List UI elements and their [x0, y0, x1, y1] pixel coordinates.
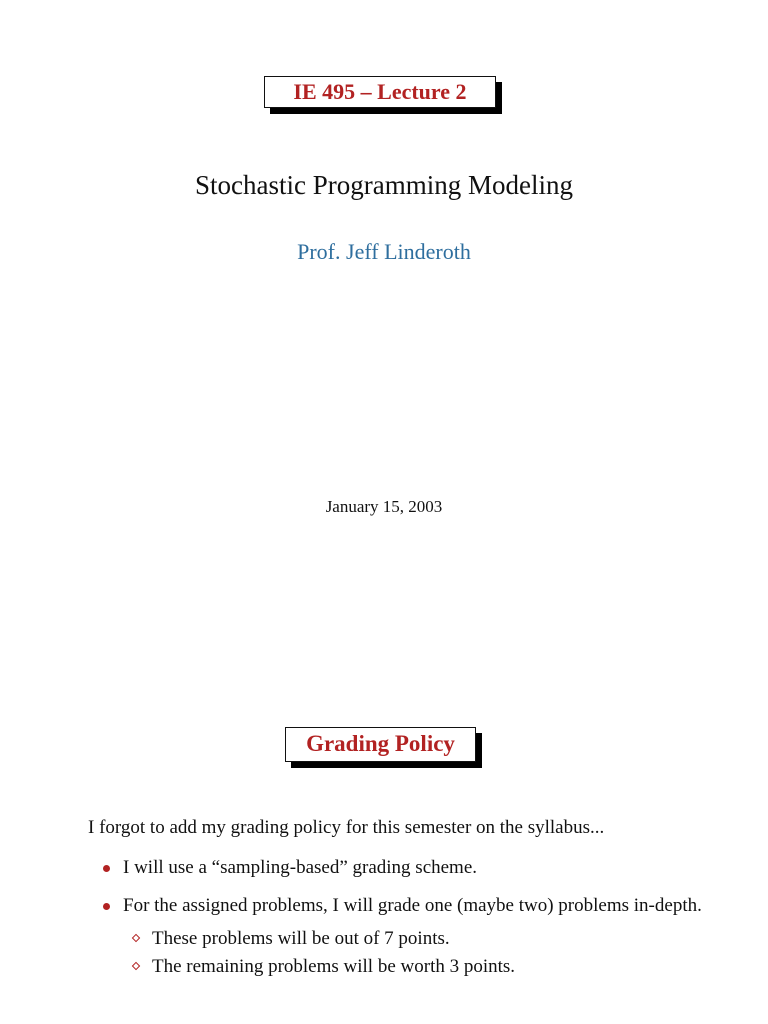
- red-diamond-bullet-icon: [132, 962, 140, 970]
- list-item: [88, 892, 728, 919]
- slide-heading: Grading Policy: [306, 731, 455, 756]
- bullet-text: I will use a “sampling-based” grading scheme.: [123, 857, 478, 878]
- sub-list-item: [88, 925, 728, 952]
- sub-list-item: [88, 953, 728, 980]
- grading-heading-box: [285, 727, 476, 762]
- author-name: Prof. Jeff Linderoth: [297, 239, 471, 264]
- intro-paragraph: I forgot to add my grading policy for this semester on the syllabus...: [88, 817, 605, 838]
- red-dot-bullet-icon: [103, 865, 110, 872]
- red-diamond-bullet-icon: [132, 934, 140, 942]
- red-dot-bullet-icon: [103, 903, 110, 910]
- subbullet-text: The remaining problems will be worth 3 points.: [152, 956, 516, 977]
- bullet-text: For the assigned problems, I will grade one (maybe two) problems in-depth.: [123, 895, 702, 916]
- lecture-label: IE 495 – Lecture 2: [293, 79, 467, 104]
- lecture-date: January 15, 2003: [325, 497, 443, 516]
- bullet-list: [88, 854, 728, 986]
- slide-title: Stochastic Programming Modeling: [195, 170, 573, 200]
- lecture-label-box: [264, 76, 496, 108]
- subbullet-text: These problems will be out of 7 points.: [152, 928, 450, 949]
- list-item: [88, 854, 728, 881]
- grading-policy-slide: [0, 640, 768, 1024]
